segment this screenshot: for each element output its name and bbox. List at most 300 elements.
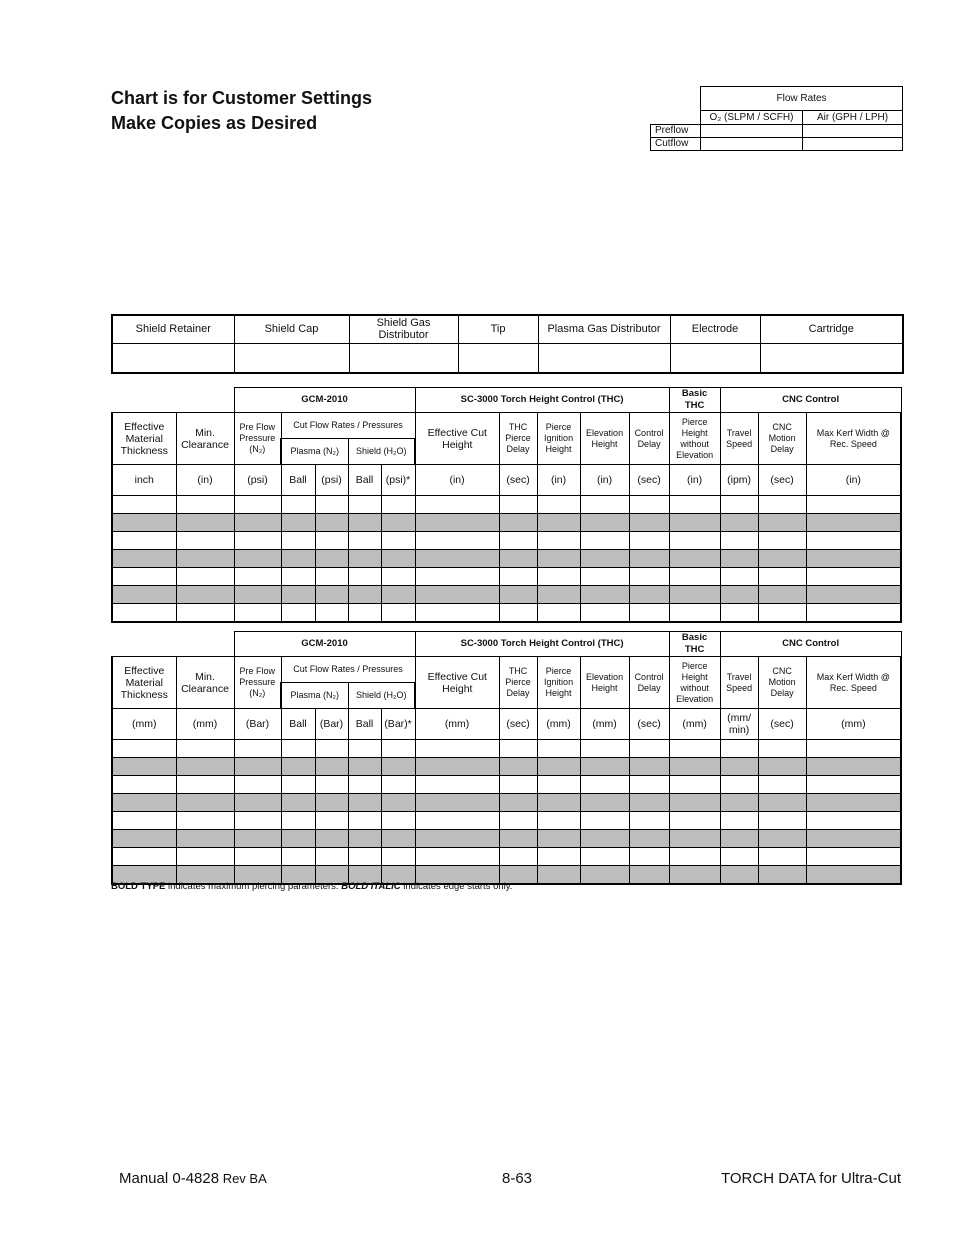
data-cell[interactable]	[669, 776, 720, 794]
parts-cell[interactable]	[349, 343, 458, 373]
data-cell[interactable]	[499, 496, 537, 514]
data-cell[interactable]	[537, 812, 580, 830]
data-cell[interactable]	[669, 848, 720, 866]
data-cell[interactable]	[348, 848, 381, 866]
data-cell[interactable]	[348, 532, 381, 550]
data-cell[interactable]	[806, 848, 901, 866]
unit-cell: Ball	[281, 465, 315, 496]
table-row	[112, 604, 901, 622]
data-cell[interactable]	[629, 794, 669, 812]
data-cell[interactable]	[176, 514, 234, 532]
data-cell[interactable]	[669, 812, 720, 830]
data-cell[interactable]	[629, 604, 669, 622]
data-cell[interactable]	[806, 586, 901, 604]
flow-row-cutflow: Cutflow	[651, 138, 701, 151]
data-cell[interactable]	[669, 514, 720, 532]
data-cell[interactable]	[669, 496, 720, 514]
col-shield: Shield (H₂O)	[348, 683, 415, 709]
data-cell[interactable]	[381, 550, 415, 568]
data-cell[interactable]	[112, 830, 176, 848]
footer-section: TORCH DATA for Ultra-Cut	[720, 1170, 901, 1187]
data-cell[interactable]	[234, 586, 281, 604]
data-cell[interactable]	[381, 830, 415, 848]
data-cell[interactable]	[176, 848, 234, 866]
data-cell[interactable]	[720, 586, 758, 604]
data-cell[interactable]	[176, 758, 234, 776]
data-cell[interactable]	[234, 604, 281, 622]
data-cell[interactable]	[758, 550, 806, 568]
data-cell[interactable]	[348, 514, 381, 532]
data-cell[interactable]	[348, 586, 381, 604]
data-cell[interactable]	[315, 514, 348, 532]
data-cell[interactable]	[315, 758, 348, 776]
col-cut-flow: Cut Flow Rates / Pressures	[281, 413, 415, 439]
data-cell[interactable]	[720, 830, 758, 848]
data-cell[interactable]	[720, 604, 758, 622]
col-thc-pierce-delay: THC Pierce Delay	[499, 413, 537, 465]
data-cell[interactable]	[580, 812, 629, 830]
data-cell[interactable]	[806, 758, 901, 776]
data-cell[interactable]	[806, 496, 901, 514]
data-cell[interactable]	[234, 568, 281, 586]
data-cell[interactable]	[580, 604, 629, 622]
data-cell[interactable]	[629, 550, 669, 568]
data-cell[interactable]	[499, 586, 537, 604]
data-cell[interactable]	[381, 514, 415, 532]
unit-cell: (sec)	[499, 465, 537, 496]
data-cell[interactable]	[234, 812, 281, 830]
data-cell[interactable]	[629, 866, 669, 884]
col-cnc-motion: CNC Motion Delay	[758, 413, 806, 465]
data-cell[interactable]	[537, 550, 580, 568]
data-cell[interactable]	[112, 496, 176, 514]
units-row	[112, 709, 901, 740]
col-eff-cut-height: Effective Cut Height	[415, 413, 499, 465]
data-cell[interactable]	[415, 740, 499, 758]
data-cell[interactable]	[381, 794, 415, 812]
unit-cell: (mm)	[415, 709, 499, 740]
data-cell[interactable]	[629, 830, 669, 848]
data-cell[interactable]	[669, 830, 720, 848]
data-cell[interactable]	[580, 586, 629, 604]
data-cell[interactable]	[629, 812, 669, 830]
data-cell[interactable]	[499, 812, 537, 830]
unit-cell: (in)	[669, 465, 720, 496]
data-cell[interactable]	[499, 776, 537, 794]
data-cell[interactable]	[415, 532, 499, 550]
data-cell[interactable]	[315, 586, 348, 604]
data-rows-metric	[112, 740, 901, 884]
data-cell[interactable]	[806, 550, 901, 568]
data-cell[interactable]	[234, 794, 281, 812]
data-cell[interactable]	[348, 830, 381, 848]
data-cell[interactable]	[537, 586, 580, 604]
data-cell[interactable]	[537, 568, 580, 586]
data-cell[interactable]	[758, 496, 806, 514]
data-cell[interactable]	[669, 758, 720, 776]
data-cell[interactable]	[580, 776, 629, 794]
unit-cell: (ipm)	[720, 465, 758, 496]
data-cell[interactable]	[112, 776, 176, 794]
data-cell[interactable]	[281, 532, 315, 550]
data-cell[interactable]	[112, 586, 176, 604]
unit-cell: (sec)	[499, 709, 537, 740]
data-cell[interactable]	[669, 568, 720, 586]
data-cell[interactable]	[281, 586, 315, 604]
data-cell[interactable]	[415, 550, 499, 568]
data-cell[interactable]	[415, 830, 499, 848]
data-cell[interactable]	[580, 514, 629, 532]
data-cell[interactable]	[112, 604, 176, 622]
data-cell[interactable]	[281, 812, 315, 830]
data-cell[interactable]	[281, 830, 315, 848]
data-cell[interactable]	[580, 496, 629, 514]
col-cnc-motion: CNC Motion Delay	[758, 657, 806, 709]
data-cell[interactable]	[415, 758, 499, 776]
data-cell[interactable]	[234, 496, 281, 514]
data-cell[interactable]	[234, 550, 281, 568]
data-cell[interactable]	[758, 604, 806, 622]
data-cell[interactable]	[720, 812, 758, 830]
data-cell[interactable]	[580, 830, 629, 848]
data-cell[interactable]	[381, 496, 415, 514]
data-cell[interactable]	[381, 568, 415, 586]
data-cell[interactable]	[176, 604, 234, 622]
data-cell[interactable]	[669, 794, 720, 812]
data-cell[interactable]	[415, 586, 499, 604]
data-cell[interactable]	[415, 604, 499, 622]
data-cell[interactable]	[348, 604, 381, 622]
data-cell[interactable]	[720, 550, 758, 568]
data-cell[interactable]	[415, 568, 499, 586]
data-cell[interactable]	[720, 758, 758, 776]
data-cell[interactable]	[112, 812, 176, 830]
data-cell[interactable]	[281, 794, 315, 812]
data-cell[interactable]	[806, 568, 901, 586]
data-cell[interactable]	[315, 848, 348, 866]
data-cell[interactable]	[537, 514, 580, 532]
data-cell[interactable]	[499, 568, 537, 586]
parts-cell[interactable]	[538, 343, 670, 373]
data-cell[interactable]	[315, 568, 348, 586]
data-cell[interactable]	[806, 794, 901, 812]
col-thc-pierce-delay: THC Pierce Delay	[499, 657, 537, 709]
data-cell[interactable]	[381, 604, 415, 622]
unit-cell: Ball	[281, 709, 315, 740]
flow-cell[interactable]	[701, 125, 803, 138]
data-cell[interactable]	[281, 496, 315, 514]
table-row	[112, 848, 901, 866]
data-cell[interactable]	[176, 586, 234, 604]
data-cell[interactable]	[281, 514, 315, 532]
data-cell[interactable]	[112, 532, 176, 550]
legend-note	[111, 881, 512, 892]
table-row	[112, 812, 901, 830]
unit-cell: (mm)	[580, 709, 629, 740]
data-cell[interactable]	[669, 532, 720, 550]
data-cell[interactable]	[629, 776, 669, 794]
data-cell[interactable]	[758, 830, 806, 848]
data-cell[interactable]	[629, 514, 669, 532]
parts-cell[interactable]	[112, 343, 234, 373]
data-cell[interactable]	[315, 776, 348, 794]
data-cell[interactable]	[537, 866, 580, 884]
unit-cell: (Bar)	[315, 709, 348, 740]
data-cell[interactable]	[720, 532, 758, 550]
data-cell[interactable]	[537, 848, 580, 866]
unit-cell: (psi)	[315, 465, 348, 496]
data-cell[interactable]	[381, 586, 415, 604]
data-cell[interactable]	[669, 866, 720, 884]
parts-cell[interactable]	[234, 343, 349, 373]
col-pre-flow: Pre Flow Pressure (N₂)	[234, 657, 281, 709]
parts-header: Cartridge	[760, 315, 903, 343]
note-bold: BOLD TYPE	[111, 881, 166, 892]
data-cell[interactable]	[176, 550, 234, 568]
data-cell[interactable]	[537, 830, 580, 848]
data-cell[interactable]	[669, 604, 720, 622]
parts-cell[interactable]	[458, 343, 538, 373]
data-cell[interactable]	[176, 740, 234, 758]
data-cell[interactable]	[758, 532, 806, 550]
flow-rates-header: Flow Rates	[701, 87, 903, 111]
data-cell[interactable]	[580, 740, 629, 758]
data-cell[interactable]	[281, 568, 315, 586]
unit-cell: Ball	[348, 465, 381, 496]
data-cell[interactable]	[758, 568, 806, 586]
data-cell[interactable]	[758, 812, 806, 830]
data-cell[interactable]	[537, 758, 580, 776]
data-cell[interactable]	[758, 866, 806, 884]
data-cell[interactable]	[499, 604, 537, 622]
parts-cell[interactable]	[670, 343, 760, 373]
col-control-delay: Control Delay	[629, 657, 669, 709]
data-cell[interactable]	[281, 758, 315, 776]
units-row	[112, 465, 901, 496]
table-row	[112, 758, 901, 776]
data-cell[interactable]	[281, 740, 315, 758]
data-cell[interactable]	[112, 758, 176, 776]
data-cell[interactable]	[234, 848, 281, 866]
data-cell[interactable]	[758, 776, 806, 794]
data-cell[interactable]	[629, 586, 669, 604]
data-cell[interactable]	[537, 496, 580, 514]
data-cell[interactable]	[234, 776, 281, 794]
data-cell[interactable]	[580, 532, 629, 550]
data-cell[interactable]	[758, 586, 806, 604]
col-shield: Shield (H₂O)	[348, 439, 415, 465]
data-cell[interactable]	[720, 776, 758, 794]
data-cell[interactable]	[381, 776, 415, 794]
group-sc: SC-3000 Torch Height Control (THC)	[415, 632, 669, 657]
data-cell[interactable]	[315, 740, 348, 758]
data-cell[interactable]	[348, 496, 381, 514]
data-cell[interactable]	[348, 758, 381, 776]
data-cell[interactable]	[758, 794, 806, 812]
unit-cell: Ball	[348, 709, 381, 740]
col-cut-flow: Cut Flow Rates / Pressures	[281, 657, 415, 683]
data-cell[interactable]	[315, 830, 348, 848]
data-cell[interactable]	[112, 794, 176, 812]
data-cell[interactable]	[348, 776, 381, 794]
data-cell[interactable]	[720, 794, 758, 812]
data-cell[interactable]	[234, 740, 281, 758]
data-cell[interactable]	[112, 740, 176, 758]
data-cell[interactable]	[806, 776, 901, 794]
unit-cell: (mm/ min)	[720, 709, 758, 740]
data-cell[interactable]	[806, 830, 901, 848]
data-cell[interactable]	[806, 740, 901, 758]
data-cell[interactable]	[381, 758, 415, 776]
parts-cell[interactable]	[760, 343, 903, 373]
data-cell[interactable]	[758, 758, 806, 776]
unit-cell: (in)	[580, 465, 629, 496]
data-cell[interactable]	[499, 758, 537, 776]
data-cell[interactable]	[112, 514, 176, 532]
data-cell[interactable]	[381, 740, 415, 758]
flow-cell[interactable]	[803, 138, 903, 151]
data-cell[interactable]	[176, 830, 234, 848]
data-cell[interactable]	[580, 550, 629, 568]
data-cell[interactable]	[758, 514, 806, 532]
data-cell[interactable]	[499, 550, 537, 568]
data-cell[interactable]	[348, 812, 381, 830]
data-cell[interactable]	[234, 532, 281, 550]
data-cell[interactable]	[176, 812, 234, 830]
data-cell[interactable]	[537, 776, 580, 794]
data-cell[interactable]	[281, 776, 315, 794]
data-cell[interactable]	[720, 514, 758, 532]
data-cell[interactable]	[806, 532, 901, 550]
col-material: Effective Material Thickness	[112, 657, 176, 709]
data-cell[interactable]	[629, 496, 669, 514]
data-cell[interactable]	[580, 568, 629, 586]
data-cell[interactable]	[499, 848, 537, 866]
data-cell[interactable]	[806, 812, 901, 830]
data-cell[interactable]	[348, 740, 381, 758]
data-cell[interactable]	[176, 794, 234, 812]
data-cell[interactable]	[720, 496, 758, 514]
data-cell[interactable]	[669, 740, 720, 758]
parts-header: Shield Cap	[234, 315, 349, 343]
data-cell[interactable]	[580, 794, 629, 812]
data-cell[interactable]	[315, 550, 348, 568]
col-pre-flow: Pre Flow Pressure (N₂)	[234, 413, 281, 465]
settings-table-imperial	[111, 387, 902, 623]
data-cell[interactable]	[415, 776, 499, 794]
data-cell[interactable]	[629, 740, 669, 758]
data-cell[interactable]	[315, 812, 348, 830]
table-row	[112, 740, 901, 758]
data-cell[interactable]	[315, 496, 348, 514]
data-cell[interactable]	[499, 740, 537, 758]
data-cell[interactable]	[499, 532, 537, 550]
data-cell[interactable]	[315, 604, 348, 622]
data-cell[interactable]	[580, 758, 629, 776]
data-cell[interactable]	[381, 812, 415, 830]
table-row	[112, 586, 901, 604]
data-cell[interactable]	[537, 532, 580, 550]
data-cell[interactable]	[176, 568, 234, 586]
data-cell[interactable]	[720, 740, 758, 758]
data-cell[interactable]	[720, 568, 758, 586]
data-cell[interactable]	[629, 532, 669, 550]
group-gcm: GCM-2010	[234, 388, 415, 413]
unit-cell: (sec)	[758, 709, 806, 740]
data-cell[interactable]	[176, 532, 234, 550]
flow-cell[interactable]	[803, 125, 903, 138]
data-cell[interactable]	[176, 496, 234, 514]
table-row	[112, 496, 901, 514]
data-cell[interactable]	[669, 550, 720, 568]
data-cell[interactable]	[537, 604, 580, 622]
parts-header: Tip	[458, 315, 538, 343]
data-cell[interactable]	[499, 830, 537, 848]
data-cell[interactable]	[669, 586, 720, 604]
flow-cell[interactable]	[701, 138, 803, 151]
data-cell[interactable]	[348, 550, 381, 568]
data-cell[interactable]	[580, 866, 629, 884]
data-cell[interactable]	[629, 848, 669, 866]
data-cell[interactable]	[537, 794, 580, 812]
data-cell[interactable]	[176, 776, 234, 794]
data-cell[interactable]	[315, 794, 348, 812]
data-cell[interactable]	[499, 514, 537, 532]
data-cell[interactable]	[315, 532, 348, 550]
col-plasma: Plasma (N₂)	[281, 683, 348, 709]
data-cell[interactable]	[629, 758, 669, 776]
data-cell[interactable]	[415, 812, 499, 830]
parts-header: Shield Retainer	[112, 315, 234, 343]
data-cell[interactable]	[806, 866, 901, 884]
data-cell[interactable]	[537, 740, 580, 758]
col-max-kerf: Max Kerf Width @ Rec. Speed	[806, 413, 901, 465]
data-cell[interactable]	[415, 514, 499, 532]
data-cell[interactable]	[806, 514, 901, 532]
data-cell[interactable]	[234, 830, 281, 848]
data-cell[interactable]	[281, 848, 315, 866]
data-cell[interactable]	[720, 848, 758, 866]
data-cell[interactable]	[580, 848, 629, 866]
col-pierce-ignition: Pierce Ignition Height	[537, 413, 580, 465]
parts-header: Plasma Gas Distributor	[538, 315, 670, 343]
data-cell[interactable]	[234, 514, 281, 532]
data-cell[interactable]	[381, 532, 415, 550]
data-cell[interactable]	[720, 866, 758, 884]
data-cell[interactable]	[112, 568, 176, 586]
data-cell[interactable]	[234, 758, 281, 776]
data-cell[interactable]	[348, 568, 381, 586]
data-cell[interactable]	[629, 568, 669, 586]
data-cell[interactable]	[415, 794, 499, 812]
data-cell[interactable]	[806, 604, 901, 622]
data-cell[interactable]	[348, 794, 381, 812]
data-cell[interactable]	[381, 848, 415, 866]
data-cell[interactable]	[758, 740, 806, 758]
flow-col-o2: O₂ (SLPM / SCFH)	[701, 111, 803, 125]
data-cell[interactable]	[112, 848, 176, 866]
group-basic-thc: Basic THC	[669, 388, 720, 413]
data-cell[interactable]	[758, 848, 806, 866]
data-cell[interactable]	[281, 604, 315, 622]
unit-cell: inch	[112, 465, 176, 496]
data-cell[interactable]	[415, 496, 499, 514]
data-cell[interactable]	[281, 550, 315, 568]
data-cell[interactable]	[499, 794, 537, 812]
data-cell[interactable]	[112, 550, 176, 568]
data-cell[interactable]	[415, 848, 499, 866]
group-cnc: CNC Control	[720, 632, 901, 657]
